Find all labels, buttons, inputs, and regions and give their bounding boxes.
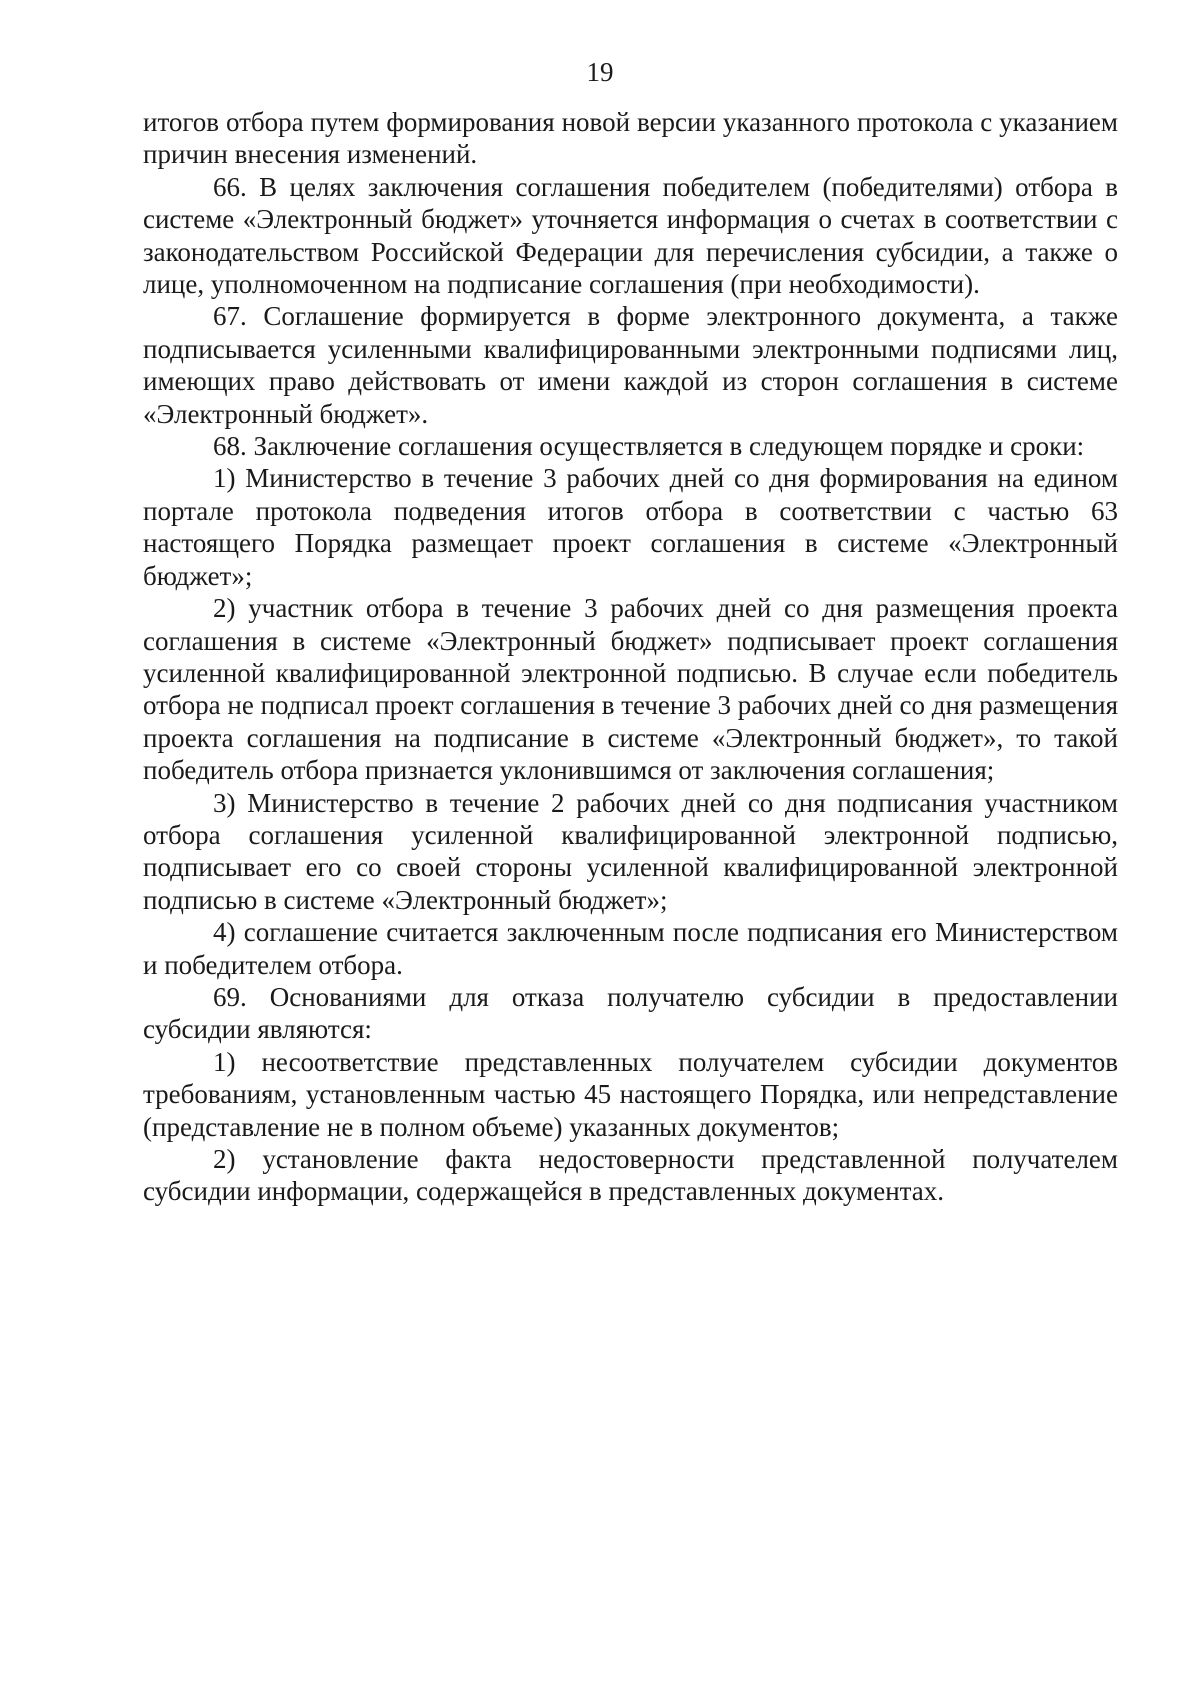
page-number: 19 bbox=[586, 57, 614, 87]
paragraph-67: 67. Соглашение формируется в форме электронного документа, а также подписывается усиленными квалифицированными электронными подписями лиц, имеющих право действовать от имени каждой из сторон соглашения в системе «Электронный бюджет». bbox=[143, 301, 1118, 429]
document-body bbox=[143, 106, 1118, 1208]
paragraph-68-item-4: 4) соглашение считается заключенным после подписания его Министерством и победителем отбора. bbox=[143, 917, 1118, 980]
paragraph-66: 66. В целях заключения соглашения победителем (победителями) отбора в системе «Электронный бюджет» уточняется информация о счетах в соответствии с законодательством Российской Федерации для перечисления субсидии, а также о лице, уполномоченном на подписание соглашения (при необходимости). bbox=[143, 171, 1118, 300]
paragraph-68-item-3: 3) Министерство в течение 2 рабочих дней со дня подписания участником отбора соглашения усиленной квалифицированной электронной подписью, подписывает его со своей стороны усиленной квалифицированной электронной подписью в системе «Электронный бюджет»; bbox=[143, 787, 1118, 915]
paragraph-continuation: итогов отбора путем формирования новой версии указанного протокола с указанием причин внесения изменений. bbox=[143, 107, 1118, 170]
paragraph-69-item-1: 1) несоответствие представленных получателем субсидии документов требованиям, установленным частью 45 настоящего Порядка, или непредставление (представление не в полном объеме) указанных документов; bbox=[143, 1046, 1118, 1142]
paragraph-68-item-2: 2) участник отбора в течение 3 рабочих дней со дня размещения проекта соглашения в системе «Электронный бюджет» подписывает проект соглашения усиленной квалифицированной электронной подписью. В случае если победитель отбора не подписал проект соглашения в течение 3 рабочих дней со дня размещения проекта соглашения на подписание в системе «Электронный бюджет», то такой победитель отбора признается уклонившимся от заключения соглашения; bbox=[143, 593, 1118, 786]
paragraph-68-item-1: 1) Министерство в течение 3 рабочих дней со дня формирования на едином портале протокола подведения итогов отбора в соответствии с частью 63 настоящего Порядка размещает проект соглашения в системе «Электронный бюджет»; bbox=[143, 463, 1118, 591]
paragraph-69: 69. Основаниями для отказа получателю субсидии в предоставлении субсидии являются: bbox=[143, 981, 1118, 1045]
paragraph-68: 68. Заключение соглашения осуществляется в следующем порядке и сроки: bbox=[213, 431, 1085, 462]
paragraph-69-item-2: 2) установление факта недостоверности представленной получателем субсидии информации, содержащейся в представленных документах. bbox=[143, 1144, 1118, 1207]
